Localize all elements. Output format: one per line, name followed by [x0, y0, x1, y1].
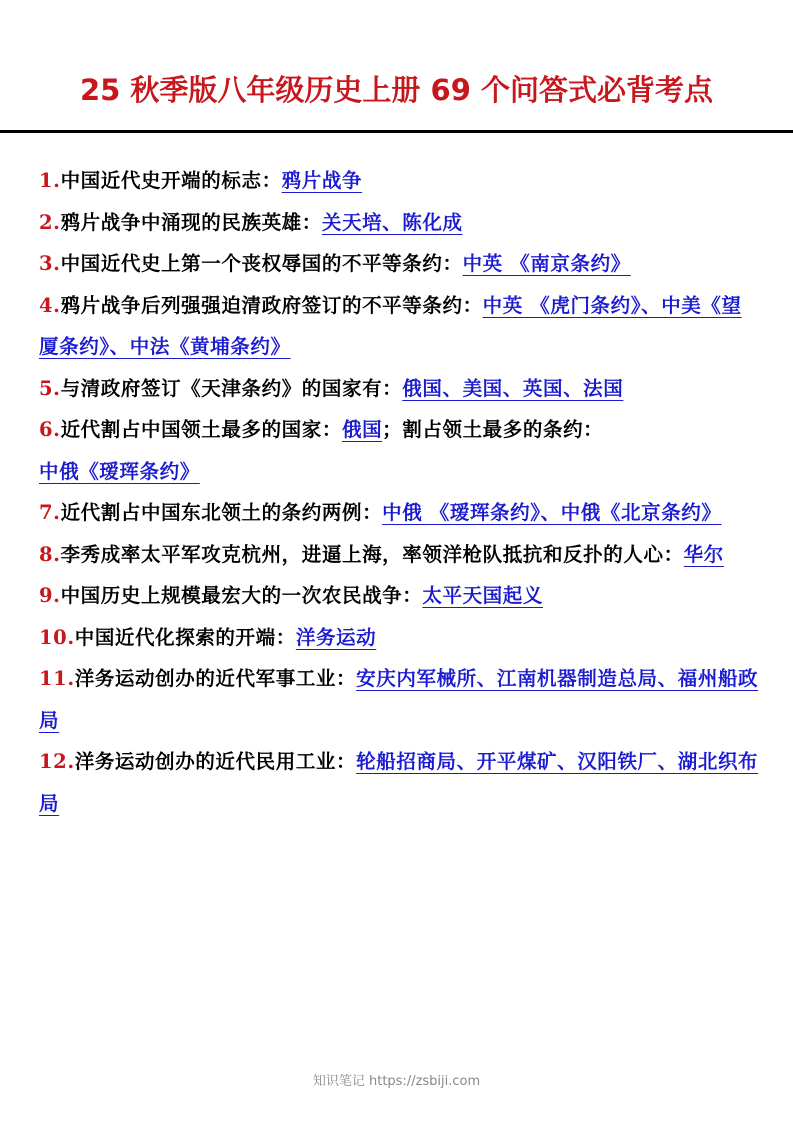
item-number: 4.	[39, 293, 61, 317]
list-item	[39, 243, 759, 285]
item-question: 鸦片战争后列强强迫清政府签订的不平等条约：	[60, 293, 483, 317]
item-question: 与清政府签订《天津条约》的国家有：	[60, 376, 403, 400]
item-number: 7.	[39, 501, 61, 524]
title-divider	[0, 130, 793, 133]
item-answer: 安庆内军械所、江南机器制造总局、福州船政局	[39, 667, 759, 732]
item-question: 中国近代化探索的开端：	[74, 625, 296, 649]
item-number: 3.	[39, 252, 61, 275]
list-item	[39, 617, 759, 659]
list-item	[39, 741, 759, 824]
item-question: 近代割占中国东北领土的条约两例：	[60, 501, 383, 524]
item-number: 5.	[39, 376, 61, 400]
item-answer: 中英 《南京条约》	[462, 252, 631, 275]
list-item	[39, 492, 759, 534]
list-item	[39, 202, 759, 244]
item-number: 10.	[39, 625, 75, 649]
item-answer: 华尔	[683, 542, 724, 566]
item-number: 2.	[39, 210, 61, 234]
item-question: 中国历史上规模最宏大的一次农民战争：	[60, 584, 423, 607]
item-question: 近代割占中国领土最多的国家：	[60, 418, 342, 441]
item-answer: 轮船招商局、开平煤矿、汉阳铁厂、湖北织布局	[39, 750, 759, 815]
item-question: 洋务运动创办的近代军事工业：	[74, 667, 357, 690]
list-item	[39, 409, 759, 492]
item-answer: 俄国	[341, 418, 383, 441]
page-title: 25 秋季版八年级历史上册 69 个问答式必背考点	[79, 73, 713, 107]
item-answer: 鸦片战争	[281, 169, 363, 192]
item-question: 中国近代史开端的标志：	[60, 169, 282, 192]
item-number: 12.	[39, 750, 75, 773]
item-number: 8.	[39, 542, 61, 566]
list-item	[39, 575, 759, 617]
item-number: 6.	[39, 418, 61, 441]
footer-watermark: 知识笔记 https://zsbiji.com	[312, 1074, 481, 1089]
item-answer: 关天培、陈化成	[321, 210, 463, 234]
list-item	[39, 160, 759, 202]
item-number: 11.	[39, 667, 75, 690]
item-question: 洋务运动创办的近代民用工业：	[74, 750, 357, 773]
item-question: 鸦片战争中涌现的民族英雄：	[60, 210, 322, 234]
item-question: 李秀成率太平军攻克杭州，进逼上海，率领洋枪队抵抗和反扑的人心：	[60, 542, 684, 566]
list-item	[39, 368, 759, 410]
list-item	[39, 285, 759, 368]
item-number: 1.	[39, 169, 61, 192]
item-question-secondary: ；割占领土最多的条约：	[382, 418, 604, 441]
item-answer: 太平天国起义	[422, 584, 543, 607]
item-number: 9.	[39, 584, 61, 607]
item-answer: 俄国、美国、英国、法国	[402, 376, 624, 400]
item-question: 中国近代史上第一个丧权辱国的不平等条约：	[60, 252, 463, 275]
item-answer: 洋务运动	[295, 625, 377, 649]
list-item	[39, 658, 759, 741]
item-answer: 中英 《虎门条约》、中美《望厦条约》、中法《黄埔条约》	[39, 293, 742, 358]
question-list	[39, 160, 759, 824]
item-answer-secondary: 中俄《瑷珲条约》	[39, 459, 200, 483]
item-answer: 中俄 《瑷珲条约》、中俄《北京条约》	[382, 501, 722, 524]
list-item	[39, 534, 759, 576]
